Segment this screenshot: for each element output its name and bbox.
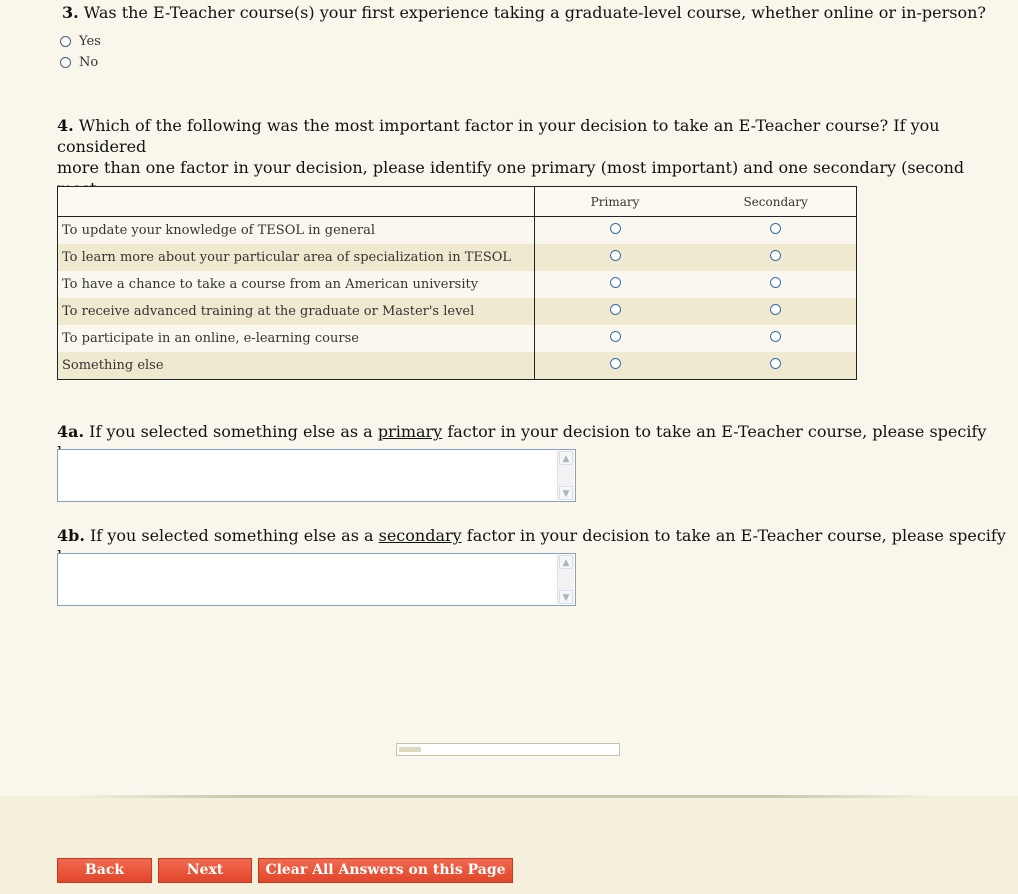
progress-fill [399, 747, 421, 752]
secondary-radio[interactable] [770, 331, 781, 342]
primary-radio[interactable] [610, 304, 621, 315]
secondary-other-textarea[interactable] [57, 553, 576, 606]
row-label: To receive advanced training at the graduate or Master's level [58, 298, 535, 325]
table-row [58, 271, 857, 298]
row-label: Something else [58, 352, 535, 380]
question-4b-pre: If you selected something else as a [89, 526, 374, 545]
question-3-text [62, 2, 1002, 23]
question-4a-number: 4a. [57, 422, 85, 441]
row-label: To learn more about your particular area of specialization in TESOL [58, 244, 535, 271]
back-button[interactable]: Back [57, 858, 152, 883]
primary-radio[interactable] [610, 223, 621, 234]
scroll-up-icon[interactable]: ▲ [559, 451, 573, 465]
table-row [58, 298, 857, 325]
primary-radio[interactable] [610, 250, 621, 261]
row-label: To have a chance to take a course from an American university [58, 271, 535, 298]
textarea-scrollbar[interactable] [557, 555, 574, 604]
textarea-scrollbar[interactable] [557, 451, 574, 500]
secondary-radio[interactable] [770, 304, 781, 315]
table-row [58, 217, 857, 245]
column-header-primary: Primary [534, 187, 695, 217]
question-3-number: 3. [62, 3, 79, 22]
radio-icon[interactable] [60, 36, 71, 47]
primary-radio[interactable] [610, 277, 621, 288]
primary-radio[interactable] [610, 331, 621, 342]
q3-option-yes-label: Yes [79, 33, 101, 49]
q3-option-no-label: No [79, 54, 99, 70]
row-label: To participate in an online, e-learning course [58, 325, 535, 352]
question-4a-post: factor in your decision to take an E-Teacher course, please specify [447, 422, 987, 441]
question-4-number: 4. [57, 116, 74, 135]
question-4b-emphasis: secondary [378, 526, 462, 545]
row-label: To update your knowledge of TESOL in general [58, 217, 535, 245]
question-3-label: Was the E-Teacher course(s) your first experience taking a graduate-level course, whether online or in-person? [83, 3, 986, 22]
clear-answers-button[interactable]: Clear All Answers on this Page [258, 858, 513, 883]
question-4a-pre: If you selected something else as a [89, 422, 373, 441]
secondary-radio[interactable] [770, 358, 781, 369]
scroll-down-icon[interactable]: ▼ [559, 590, 573, 604]
primary-radio[interactable] [610, 358, 621, 369]
secondary-radio[interactable] [770, 250, 781, 261]
question-4a-emphasis: primary [377, 422, 443, 441]
primary-other-textarea[interactable] [57, 449, 576, 502]
question-4-line-1: Which of the following was the most important factor in your decision to take an E-Teacher course? If you considered [57, 116, 940, 156]
table-row [58, 352, 857, 380]
matrix-corner [58, 187, 535, 217]
radio-icon[interactable] [60, 57, 71, 68]
secondary-radio[interactable] [770, 277, 781, 288]
factor-matrix [57, 186, 857, 380]
progress-bar [396, 743, 620, 756]
scroll-down-icon[interactable]: ▼ [559, 486, 573, 500]
secondary-radio[interactable] [770, 223, 781, 234]
q3-option-no[interactable] [60, 52, 98, 72]
scroll-up-icon[interactable]: ▲ [559, 555, 573, 569]
column-header-secondary: Secondary [695, 187, 856, 217]
table-row [58, 244, 857, 271]
next-button[interactable]: Next [158, 858, 252, 883]
question-4b-post: factor in your decision to take an E-Teacher course, please specify [466, 526, 1006, 545]
question-4b-number: 4b. [57, 526, 85, 545]
matrix-header-row [58, 187, 857, 217]
table-row [58, 325, 857, 352]
q3-option-yes[interactable] [60, 31, 101, 51]
footer-divider [70, 795, 940, 798]
question-4-line-2: more than one factor in your decision, please identify one primary (most important) and one secondary (second [57, 158, 965, 177]
